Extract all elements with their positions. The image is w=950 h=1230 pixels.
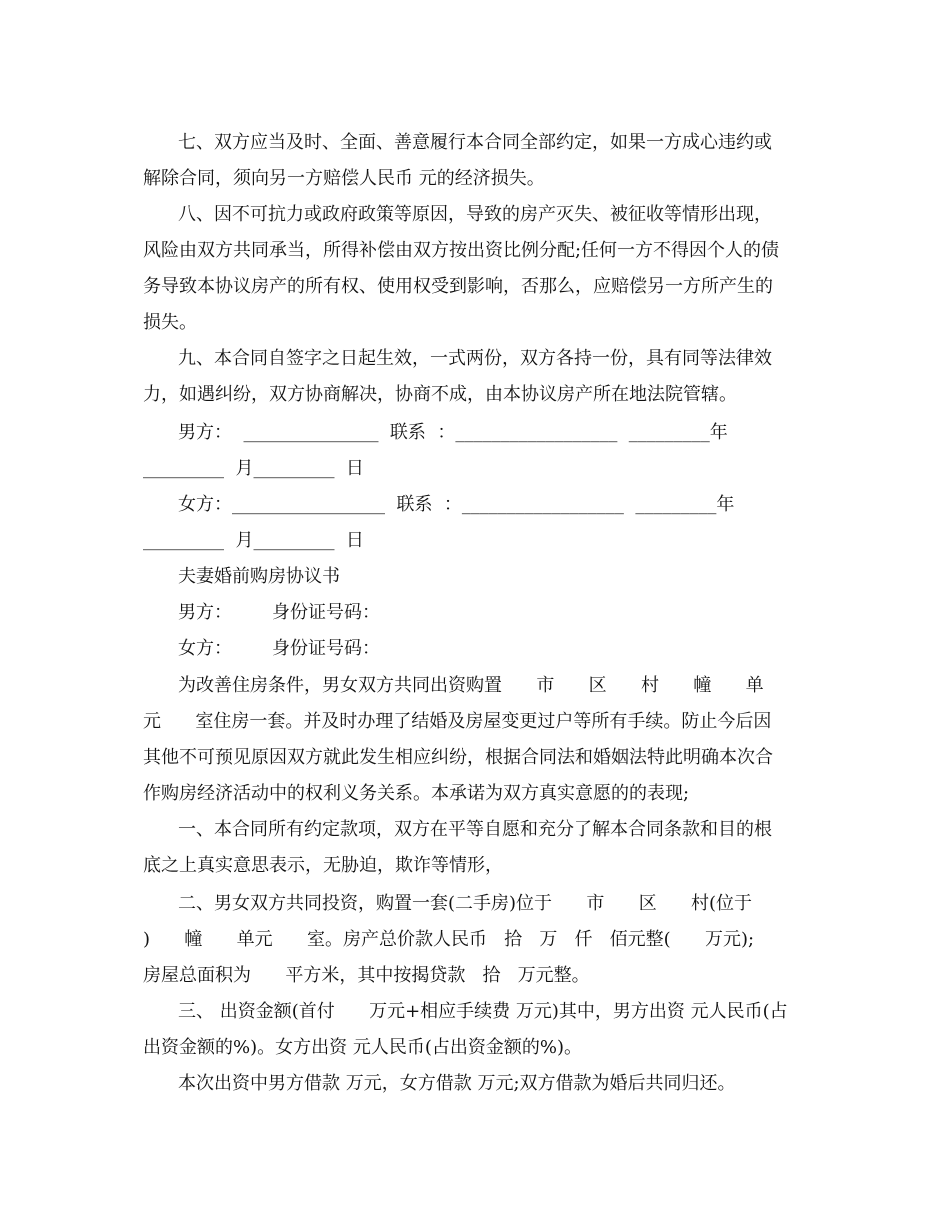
preamble-line-1: 为改善住房条件，男女双方共同出资购置 市 区 村 幢 单 — [178, 675, 764, 696]
clause-7-line-1: 七、双方应当及时、全面、善意履行本合同全部约定，如果一方成心违约或 — [178, 132, 772, 153]
husband-date-line: _________ 月_________ 日 — [143, 458, 364, 479]
loan-clause-line: 本次出资中男方借款 万元，女方借款 万元;双方借款为婚后共同归还。 — [178, 1073, 736, 1094]
preamble-line-4: 作购房经济活动中的权利义务关系。本承诺为双方真实意愿的的表现; — [143, 783, 690, 804]
clause-8-line-4: 损失。 — [143, 312, 197, 333]
article-2-line-1: 二、男女双方共同投资，购置一套(二手房)位于 市 区 村(位于 — [178, 893, 753, 914]
clause-8-line-1: 八、因不可抗力或政府政策等原因，导致的房产灭失、被征收等情形出现， — [178, 204, 772, 225]
clause-9-line-2: 力，如遇纠纷，双方协商解决，协商不成，由本协议房产所在地法院管辖。 — [143, 384, 737, 405]
clause-7-line-2: 解除合同，须向另一方赔偿人民币 元的经济损失。 — [143, 168, 545, 189]
wife-signature-line: 女方：_________________ 联系 ：__________________ _________年 — [178, 494, 735, 515]
clause-8-line-3: 务导致本协议房产的所有权、使用权受到影响，否那么，应赔偿另一方所产生的 — [143, 276, 773, 297]
article-3-line-1: 三、 出资金额(首付 万元+相应手续费 万元)其中，男方出资 元人民币(占 — [178, 1001, 788, 1022]
article-1-line-2: 底之上真实意思表示，无胁迫，欺诈等情形， — [143, 855, 503, 876]
article-1-line-1: 一、本合同所有约定款项，双方在平等自愿和充分了解本合同条款和目的根 — [178, 819, 772, 840]
wife-id-line: 女方： 身份证号码： — [178, 638, 381, 659]
article-3-line-2: 出资金额的%)。女方出资 元人民币(占出资金额的%)。 — [143, 1037, 582, 1058]
preamble-line-2: 元 室住房一套。并及时办理了结婚及房屋变更过户等所有手续。防止今后因 — [143, 711, 772, 732]
preamble-line-3: 其他不可预见原因双方就此发生相应纠纷，根据合同法和婚姻法特此明确本次合 — [143, 747, 773, 768]
clause-9-line-1: 九、本合同自签字之日起生效，一式两份，双方各持一份，具有同等法律效 — [178, 348, 772, 369]
article-2-line-3: 房屋总面积为 平方米，其中按揭贷款 拾 万元整。 — [143, 965, 590, 986]
article-2-line-2: ) 幢 单元 室。房产总价款人民币 拾 万 仟 佰元整( 万元); — [143, 929, 755, 950]
husband-signature-line: 男方： _______________ 联系 ：__________________ _________年 — [178, 422, 728, 443]
husband-id-line: 男方： 身份证号码： — [178, 602, 381, 623]
clause-8-line-2: 风险由双方共同承当，所得补偿由双方按出资比例分配;任何一方不得因个人的债 — [143, 240, 780, 261]
document-title: 夫妻婚前购房协议书 — [178, 566, 340, 587]
wife-date-line: _________ 月_________ 日 — [143, 530, 364, 551]
